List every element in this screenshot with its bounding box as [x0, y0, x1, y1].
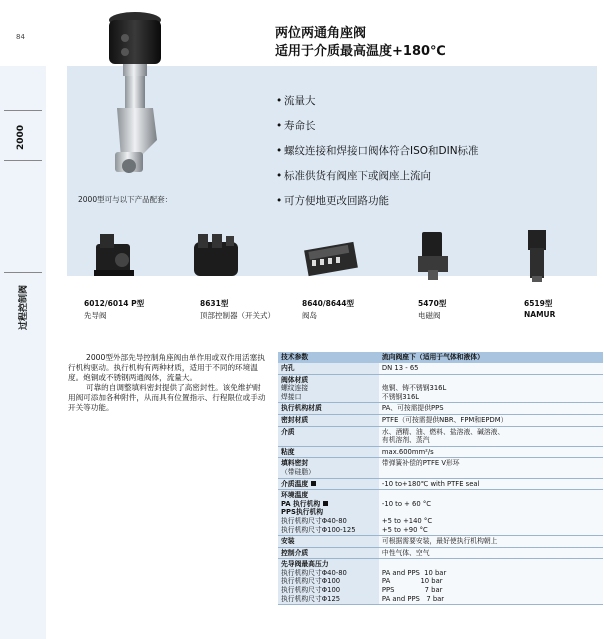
accessories-caption: 2000型可与以下产品配套：: [78, 195, 173, 204]
description-paragraph: 可靠的自调整填料密封提供了高密封性。该免维护耐用阀可添加各种附件，从而具有位置指示、行程限位或手动开关等功能。: [68, 383, 266, 412]
product-code: 6519型: [524, 299, 553, 308]
page-subtitle: 适用于介质最高温度+180℃: [275, 44, 446, 59]
side-divider: [4, 272, 42, 273]
product-code: 5470型: [418, 299, 447, 308]
product-name: 电磁阀: [418, 311, 441, 320]
product-name: NAMUR: [524, 310, 556, 319]
spec-row: 环境温度 PA 执行机构 PPS执行机构 执行机构尺寸Φ40-80 执行机构尺寸Φ100-125 -10 to + 60 °C +5 to +140 °C +5 to +90 °C: [278, 490, 603, 536]
spec-row: 阀体材质 螺纹连接 焊接口 炮铜、铸不锈钢316L 不锈钢316L: [278, 374, 603, 403]
top-controller-image: [188, 226, 244, 286]
spec-row: 控制介质 中性气体、空气: [278, 547, 603, 559]
description: [68, 353, 268, 413]
side-tab-category: 过程控制阀: [19, 284, 29, 330]
spec-row: 介质温度 -10 to+180℃ with PTFE seal: [278, 478, 603, 490]
product-name: 先导阀: [84, 311, 107, 320]
spec-header-value: 流向阀座下（适用于气体和液体）: [379, 352, 603, 363]
feature-item: • 寿命长: [276, 120, 316, 132]
spec-row: 填料密封 （带硅脂） 带弹簧补偿的PTFE V形环: [278, 458, 603, 478]
spec-table: [278, 352, 603, 605]
angle-seat-valve-image: [95, 8, 175, 178]
spec-row: 密封材质 PTFE（可按需提供NBR、FPM和EPDM）: [278, 414, 603, 426]
side-tab-series: 2000: [16, 124, 26, 150]
side-strip: [0, 66, 46, 639]
spec-row: 先导阀最高压力 执行机构尺寸Φ40-80 执行机构尺寸Φ100 执行机构尺寸Φ100 执行机构尺寸Φ125 PA and PPS 10 bar PA 10 bar PPS 7 bar PA and PPS 7 bar: [278, 559, 603, 605]
feature-item: • 标准供货有阀座下或阀座上流向: [276, 170, 431, 182]
square-marker-icon: [323, 501, 328, 506]
product-code: 8631型: [200, 299, 229, 308]
square-marker-icon: [311, 481, 316, 486]
spec-row: 执行机构材质 PA、可按需提供PPS: [278, 403, 603, 415]
valve-island-image: [300, 226, 362, 286]
feature-item: • 螺纹连接和焊接口阀体符合ISO和DIN标准: [276, 145, 479, 157]
namur-valve-image: [518, 226, 558, 286]
pilot-valve-image: [88, 226, 144, 286]
side-divider: [4, 160, 42, 161]
feature-item: • 流量大: [276, 95, 316, 107]
spec-row: 介质 水、酒精、油、燃料、盐溶液、碱溶液、 有机溶剂、蒸汽: [278, 426, 603, 446]
page-title: 两位两通角座阀: [275, 26, 367, 41]
feature-item: • 可方便地更改回路功能: [276, 195, 389, 207]
product-name: 顶部控制器（开关式）: [200, 311, 275, 320]
spec-row: 内孔 DN 13 - 65: [278, 363, 603, 374]
description-paragraph: 2000型外部先导控制角座阀由单作用或双作用活塞执行机构驱动。执行机构有两种材质，适用于不同的环境温度。炮铜或不锈钢两通阀体，流量大。: [68, 353, 265, 382]
spec-row: 粘度 max.600mm²/s: [278, 446, 603, 458]
spec-table-header: [278, 352, 603, 363]
product-name: 阀岛: [302, 311, 317, 320]
spec-header-label: 技术参数: [278, 352, 379, 363]
product-code: 8640/8644型: [302, 299, 354, 308]
side-divider: [4, 110, 42, 111]
spec-row: 安装 可根据需要安装，最好使执行机构朝上: [278, 536, 603, 548]
solenoid-valve-image: [406, 226, 462, 286]
page-number: 84: [16, 33, 25, 41]
product-code: 6012/6014 P型: [84, 299, 145, 308]
